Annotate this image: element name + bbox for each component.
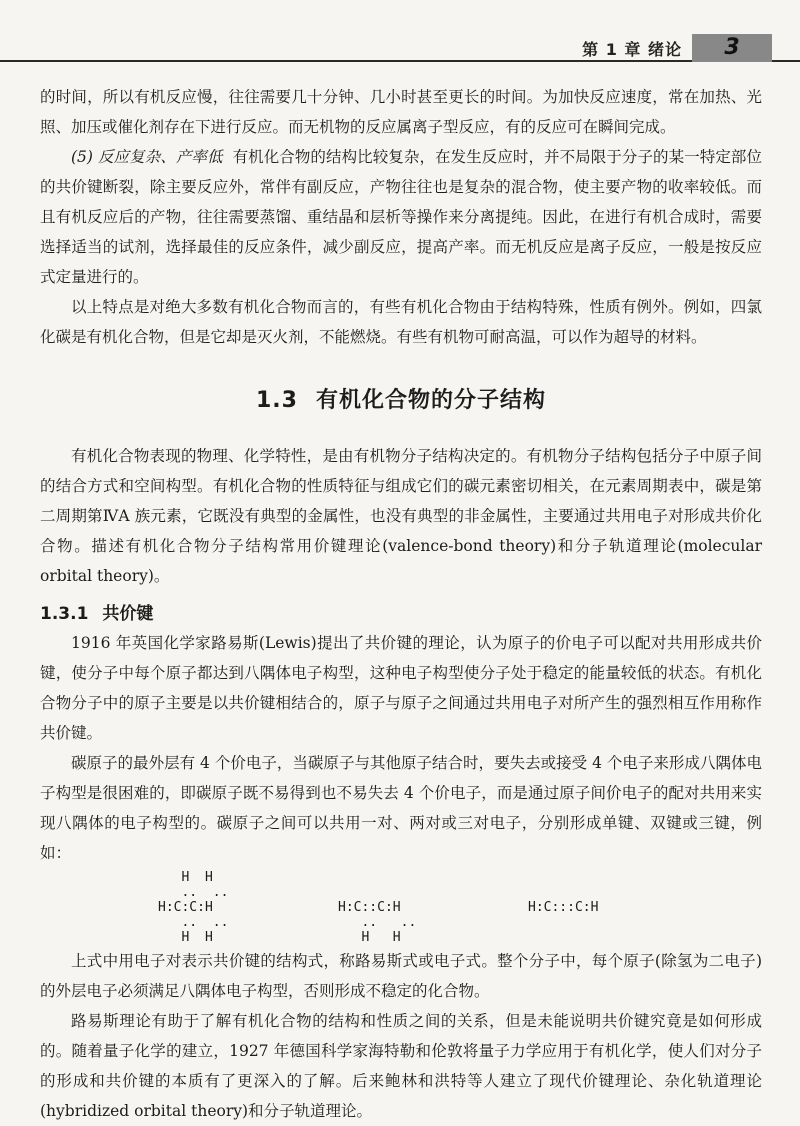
paragraph-molecular-structure: 有机化合物表现的物理、化学特性，是由有机物分子结构决定的。有机物分子结构包括分子中原子间的结合方式和空间构型。有机化合物的性质特征与组成它们的碳元素密切相关，在元素周期表中，碳是第二周期第ⅣA 族元素，它既没有典型的金属性，也没有典型的非金属性，主要通过共用电子对形成共价化合物。描述有机化合物分子结构常用价键理论(valence-bond theory)和分子轨道理论(molecular orbital theory)。 (40, 447, 762, 585)
point-5-body: 有机化合物的结构比较复杂，在发生反应时，并不局限于分子的某一特定部位的共价键断裂，除主要反应外，常伴有副反应，产物往往也是复杂的混合物，使主要产物的收率较低。而且有机反应后的产物，往往需要蒸馏、重结晶和层析等操作来分离提纯。因此，在进行有机合成时，需要选择适当的试剂，选择最佳的反应条件，减少副反应，提高产率。而无机反应是离子反应，一般是按反应式定量进行的。 (40, 148, 762, 286)
paragraph-carbon-valence: 碳原子的最外层有 4 个价电子，当碳原子与其他原子结合时，要失去或接受 4 个电子来形成八隅体电子构型是很困难的，即碳原子既不易得到也不易失去 4 个价电子，而是通过原子间价电子的配对共用来实现八隅体的电子构型的。碳原子之间可以共用一对、两对或三对电子，分别形成单键、双键或三键，例如： (40, 754, 762, 862)
paragraph-lewis-theory: 1916 年英国化学家路易斯(Lewis)提出了共价键的理论，认为原子的价电子可以配对共用形成共价键，使分子中每个原子都达到八隅体电子构型，这种电子构型使分子处于稳定的能量较低的状态。有机化合物分子中的原子主要是以共价键相结合的，原子与原子之间通过共用电子对所产生的强烈相互作用称作共价键。 (40, 634, 762, 742)
paragraph-exceptions: 以上特点是对绝大多数有机化合物而言的，有些有机化合物由于结构特殊，性质有例外。例如，四氯化碳是有机化合物，但是它却是灭火剂，不能燃烧。有些有机物可耐高温，可以作为超导的材料。 (40, 298, 762, 346)
running-header-chapter: 第 1 章 绪论 (582, 40, 682, 59)
section-heading (40, 383, 762, 414)
subsection-title: 共价键 (102, 604, 154, 624)
lewis-formula-ethyne: H:C:::C:H (528, 900, 599, 915)
page-body (40, 82, 762, 1126)
paragraph-reaction-speed: 的时间，所以有机反应慢，往往需要几十分钟、几小时甚至更长的时间。为加快反应速度，常在加热、光照、加压或催化剂存在下进行反应。而无机物的反应属离子型反应，有的反应可在瞬间完成。 (40, 88, 762, 136)
point-5-label: (5) 反应复杂、产率低 (71, 148, 223, 166)
paragraph-reaction-complexity (40, 142, 762, 292)
lewis-formulas (40, 870, 762, 945)
paragraph-lewis-structure: 上式中用电子对表示共价键的结构式，称路易斯式或电子式。整个分子中，每个原子(除氢为二电子)的外层电子必须满足八隅体电子构型，否则形成不稳定的化合物。 (40, 952, 762, 1000)
lewis-formula-ethane: H H .. .. H:C:C:H .. .. H H (158, 870, 229, 945)
page-number: 3 (692, 34, 772, 62)
section-title: 有机化合物的分子结构 (315, 388, 546, 413)
subsection-heading (40, 599, 762, 624)
subsection-number: 1.3.1 (40, 604, 89, 624)
section-number: 1.3 (256, 388, 298, 413)
lewis-formula-ethene: H:C::C:H .. .. H H (338, 900, 417, 945)
paragraph-valence-theories: 路易斯理论有助于了解有机化合物的结构和性质之间的关系，但是未能说明共价键究竟是如何形成的。随着量子化学的建立，1927 年德国科学家海特勒和伦敦将量子力学应用于有机化学，使人们对分子的形成和共价键的本质有了更深入的了解。后来鲍林和洪特等人建立了现代价键理论、杂化轨道理论(hybridized orbital theory)和分子轨道理论。 (40, 1012, 762, 1120)
